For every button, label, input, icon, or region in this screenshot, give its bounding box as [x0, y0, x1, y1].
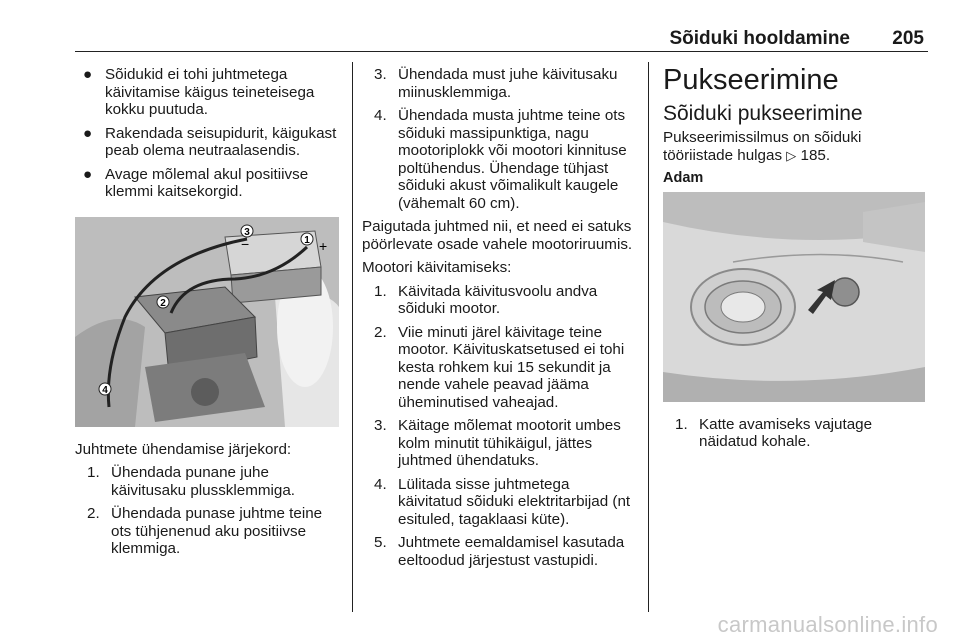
- section-title: Sõiduki hooldamine: [669, 28, 850, 49]
- bullet-dot: ●: [83, 66, 93, 83]
- column-divider-left: [352, 62, 353, 612]
- step-text: Ühendada punane juhe käivitusaku plussklemmiga.: [111, 464, 296, 499]
- step-item: [362, 283, 636, 318]
- step-number: 5.: [374, 534, 387, 551]
- plus-sign: +: [319, 237, 328, 254]
- step-number: 1.: [87, 464, 100, 481]
- page-number: 205: [892, 28, 924, 49]
- callout-2: 2: [160, 297, 166, 309]
- step-text: Käitage mõlemat mootorit umbes kolm minutit tühikäigul, jättes juhtmed ühendatuks.: [398, 417, 621, 469]
- step-item: [362, 534, 636, 569]
- bullet-dot: ●: [83, 165, 93, 183]
- towing-eye-sentence: Pukseerimissilmus on sõiduki tööriistade hulgas: [663, 129, 862, 164]
- step-number: 4.: [374, 107, 387, 124]
- engine-start-intro: Mootori käivitamiseks:: [362, 259, 512, 276]
- step-number: 2.: [87, 505, 100, 522]
- page-reference[interactable]: 185.: [800, 146, 831, 164]
- page-header: [75, 24, 928, 52]
- bumper-cover-illustration: [663, 192, 925, 402]
- step-text: Ühendada must juhe käivitusaku miinusklemmiga.: [398, 66, 618, 101]
- column-2: [362, 66, 636, 575]
- step-text: Juhtmete eemaldamisel kasutada eeltoodud järjestust vastupidi.: [398, 534, 625, 569]
- column-divider-right: [648, 62, 649, 612]
- section-subtitle: Sõiduki pukseerimine: [663, 102, 863, 125]
- step-number: 3.: [374, 66, 387, 83]
- callout-1: 1: [304, 234, 310, 246]
- page-reference-arrow-icon: ▷: [786, 147, 797, 163]
- step-item: [75, 505, 343, 558]
- step-item: [362, 476, 636, 529]
- bullet-text: Avage mõlemal akul positiivse klemmi kaitsekorgid.: [105, 165, 309, 200]
- cable-placement-text: Paigutada juhtmed nii, et need ei satuks pöörlevate osade vahele mootoriruumis.: [362, 218, 633, 253]
- bullet-dot: ●: [83, 124, 93, 142]
- model-label: Adam: [663, 170, 704, 186]
- chapter-title: Pukseerimine: [663, 64, 839, 96]
- step-number: 4.: [374, 475, 387, 493]
- step-item: [362, 107, 636, 212]
- step-text: Katte avamiseks vajutage näidatud kohale.: [699, 415, 873, 450]
- step-item: [75, 464, 343, 499]
- bullet-item: [75, 166, 343, 201]
- step-text: Käivitada käivitusvoolu andva sõiduki mootor.: [398, 282, 598, 317]
- battery-jumpstart-illustration: [75, 217, 339, 427]
- step-text: Ühendada punase juhtme teine ots tühjenenud aku positiivse klemmiga.: [111, 505, 323, 557]
- step-item: [362, 66, 636, 101]
- step-item: [362, 417, 636, 470]
- column-1: [75, 66, 343, 564]
- bullet-text: Rakendada seisupidurit, käigukast peab olema neutraalasendis.: [105, 124, 337, 159]
- towing-eye-text: [663, 129, 931, 164]
- watermark: carmanualsonline.info: [717, 612, 938, 637]
- step-number: 1.: [675, 415, 688, 433]
- battery-svg: [75, 217, 339, 427]
- step-number: 3.: [374, 417, 387, 434]
- step-number: 1.: [374, 282, 387, 300]
- step-text: Viie minuti järel käivitage teine mootor. Käivituskatsetused ei tohi kesta rohkem kui 15 sekundit ja nende vahele peavad jääma üheminutised vaheajad.: [398, 323, 625, 411]
- step-number: 2.: [374, 323, 387, 341]
- bumper-svg: [663, 192, 925, 402]
- step-item: [362, 324, 636, 412]
- bullet-text: Sõidukid ei tohi juhtmetega käivitamise käigus teineteisega kokku puutuda.: [105, 66, 315, 118]
- step-text: Lülitada sisse juhtmetega käivitatud sõiduki elektritarbijad (nt esituled, tagaklaasi küte).: [398, 475, 631, 528]
- bullet-item: [75, 66, 343, 119]
- step-item: [663, 416, 931, 451]
- step-text: Ühendada musta juhtme teine ots sõiduki massipunktiga, nagu mootoriplokk või mootori kinnituse poltühendus. Ühendage tühjast sõiduki akust võimalikult kaugele (vähemalt 60 cm).: [398, 107, 627, 212]
- callout-3: 3: [244, 226, 250, 238]
- callout-4: 4: [102, 384, 108, 396]
- order-intro: Juhtmete ühendamise järjekord:: [75, 440, 292, 458]
- bullet-item: [75, 125, 343, 160]
- column-3: [663, 66, 931, 457]
- minus-sign: −: [241, 235, 250, 252]
